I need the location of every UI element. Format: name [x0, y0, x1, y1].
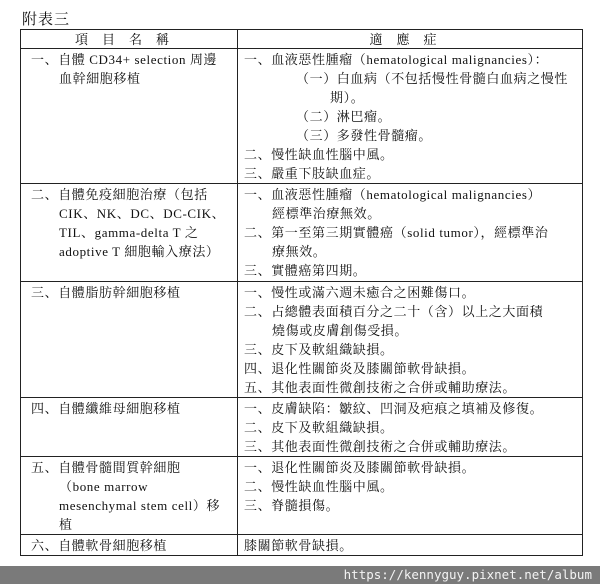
- cell-line: 二、慢性缺血性腦中風。: [244, 479, 394, 494]
- cell-line: mesenchymal stem cell）移: [59, 498, 221, 513]
- table-caption: 附表三: [22, 12, 71, 28]
- indications-table: [20, 29, 583, 556]
- indications-cell: [238, 457, 583, 535]
- cell-line: （bone marrow: [59, 479, 149, 494]
- cell-line: 膝關節軟骨缺損。: [244, 538, 353, 553]
- cell-line: 六、自體軟骨細胞移植: [31, 538, 168, 553]
- cell-line: TIL、gamma-delta T 之: [59, 225, 199, 240]
- indications-cell: [238, 282, 583, 398]
- item-name-cell: [21, 49, 238, 184]
- cell-line: adoptive T 細胞輸入療法）: [59, 244, 220, 259]
- cell-line: （一）白血病（不包括慢性骨髓白血病之慢性: [296, 71, 569, 86]
- watermark-bar: [0, 566, 600, 584]
- cell-line: 療無效。: [272, 244, 327, 259]
- header-item-name: 項目名稱: [21, 30, 238, 49]
- cell-line: 三、自體脂肪幹細胞移植: [31, 285, 181, 300]
- table-row: [21, 535, 583, 556]
- indications-cell: [238, 49, 583, 184]
- item-name-cell: [21, 535, 238, 556]
- cell-line: 二、皮下及軟組織缺損。: [244, 420, 394, 435]
- cell-line: 三、嚴重下肢缺血症。: [244, 166, 381, 181]
- cell-line: 一、血液惡性腫瘤（hematological malignancies）：: [244, 52, 549, 67]
- table-row: [21, 457, 583, 535]
- cell-line: 四、自體纖維母細胞移植: [31, 401, 181, 416]
- cell-line: 一、慢性或滿六週未癒合之困難傷口。: [244, 285, 476, 300]
- indications-cell: [238, 398, 583, 457]
- cell-line: 一、皮膚缺陷：皺紋、凹洞及疤痕之填補及修復。: [244, 401, 544, 416]
- table-header-row: [21, 30, 583, 49]
- cell-line: （二）淋巴瘤。: [296, 109, 392, 124]
- cell-line: 二、慢性缺血性腦中風。: [244, 147, 394, 162]
- cell-line: 經標準治療無效。: [272, 206, 381, 221]
- watermark-url: https://kennyguy.pixnet.net/album: [343, 567, 592, 582]
- table-row: [21, 398, 583, 457]
- cell-line: 一、退化性關節炎及膝關節軟骨缺損。: [244, 460, 476, 475]
- cell-line: CIK、NK、DC、DC-CIK、: [59, 206, 226, 221]
- table-row: [21, 184, 583, 282]
- cell-line: 四、退化性關節炎及膝關節軟骨缺損。: [244, 361, 476, 376]
- indications-cell: [238, 184, 583, 282]
- cell-line: 一、血液惡性腫瘤（hematological malignancies）: [244, 187, 542, 202]
- cell-line: 五、其他表面性微創技術之合併或輔助療法。: [244, 380, 517, 395]
- cell-line: 血幹細胞移植: [59, 71, 141, 86]
- cell-line: 期）。: [330, 90, 365, 105]
- header-indications: 適應症: [238, 30, 583, 49]
- cell-line: 五、自體骨髓間質幹細胞: [31, 460, 181, 475]
- table-row: [21, 49, 583, 184]
- cell-line: 二、自體免疫細胞治療（包括: [31, 187, 208, 202]
- cell-line: 一、自體 CD34+ selection 周邊: [31, 52, 218, 67]
- cell-line: 二、第一至第三期實體癌（solid tumor），經標準治: [244, 225, 549, 240]
- cell-line: 三、其他表面性微創技術之合併或輔助療法。: [244, 439, 517, 454]
- cell-line: 二、占總體表面積百分之二十（含）以上之大面積: [244, 304, 544, 319]
- item-name-cell: [21, 282, 238, 398]
- table-row: [21, 282, 583, 398]
- cell-line: 植: [59, 517, 73, 532]
- item-name-cell: [21, 457, 238, 535]
- cell-line: 三、脊髓損傷。: [244, 498, 340, 513]
- cell-line: 燒傷或皮膚創傷受損。: [272, 323, 409, 338]
- cell-line: （三）多發性骨髓瘤。: [296, 128, 433, 143]
- cell-line: 三、實體癌第四期。: [244, 263, 367, 278]
- item-name-cell: [21, 398, 238, 457]
- item-name-cell: [21, 184, 238, 282]
- cell-line: 三、皮下及軟組織缺損。: [244, 342, 394, 357]
- indications-cell: [238, 535, 583, 556]
